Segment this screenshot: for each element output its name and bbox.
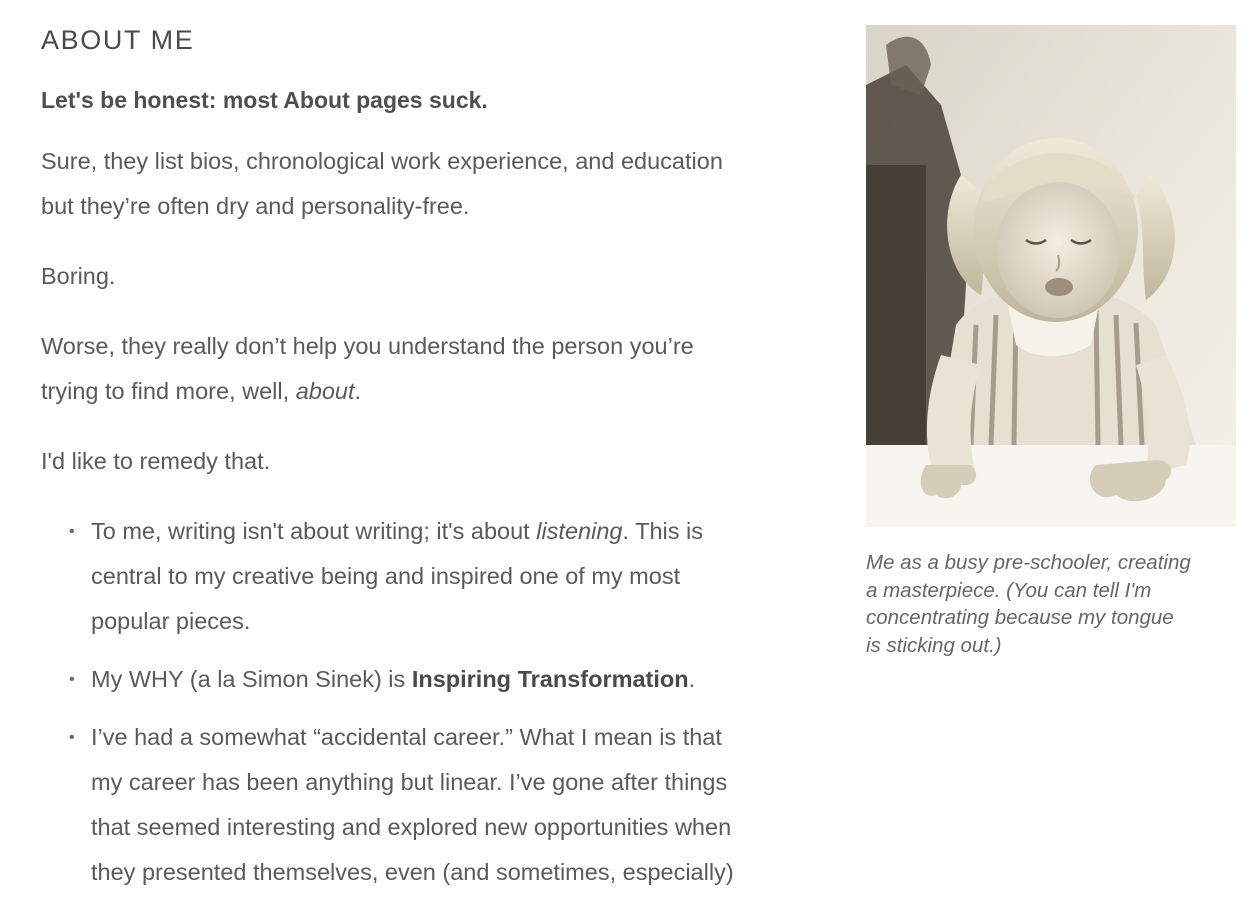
intro-line-1: Sure, they list bios, chronological work experience, and education	[41, 148, 723, 174]
worse-paragraph	[41, 324, 831, 414]
bullet-3-line-2: my career has been anything but linear. I’ve gone after things	[91, 769, 728, 795]
list-item	[69, 657, 831, 702]
bullet-3-line-1: I’ve had a somewhat “accidental career.” What I mean is that	[91, 724, 722, 750]
caption-line-4: is sticking out.)	[866, 633, 1002, 657]
bullet-list	[41, 509, 831, 895]
caption-line-1: Me as a busy pre-schooler, creating	[866, 551, 1191, 574]
worse-line-1: Worse, they really don’t help you understand the person you’re	[41, 333, 694, 359]
page-title: ABOUT ME	[41, 25, 195, 55]
childhood-photo	[866, 25, 1236, 527]
photo-sidebar	[866, 25, 1236, 659]
bullet-2-text: My WHY (a la Simon Sinek) is	[91, 666, 412, 692]
bullet-1-text: To me, writing isn't about writing; it's about	[91, 518, 537, 544]
caption-line-2: a masterpiece. (You can tell I'm	[866, 578, 1152, 602]
worse-line-2-text: trying to find more, well,	[41, 378, 296, 404]
bullet-dot-icon: •	[69, 729, 75, 746]
remedy-paragraph: I'd like to remedy that.	[41, 448, 271, 474]
boring-paragraph: Boring.	[41, 263, 116, 289]
intro-paragraph	[41, 139, 831, 229]
inspiring-transformation-strong: Inspiring Transformation	[411, 666, 689, 692]
bullet-dot-icon: •	[69, 523, 75, 540]
bullet-dot-icon: •	[69, 671, 75, 688]
main-content	[41, 20, 831, 908]
listening-emphasis: listening	[536, 518, 623, 544]
bullet-3-line-4: they presented themselves, even (and sometimes, especially)	[91, 859, 734, 885]
bullet-1-line-3: popular pieces.	[91, 608, 251, 634]
photo-illustration	[866, 25, 1236, 527]
bullet-1-line-2: central to my creative being and inspired one of my most	[91, 563, 681, 589]
list-item	[69, 509, 831, 644]
photo-caption	[866, 549, 1236, 659]
bullet-3-line-3: that seemed interesting and explored new opportunities when	[91, 814, 732, 840]
list-item	[69, 715, 831, 895]
about-emphasis: about	[295, 378, 355, 404]
bullet-2-end: .	[688, 666, 696, 692]
bullet-1-mid: . This is	[622, 518, 703, 544]
caption-line-3: concentrating because my tongue	[866, 606, 1174, 629]
worse-line-2-end: .	[354, 378, 362, 404]
intro-line-2: but they’re often dry and personality-free.	[41, 193, 470, 219]
lead-statement: Let's be honest: most About pages suck.	[41, 87, 488, 113]
